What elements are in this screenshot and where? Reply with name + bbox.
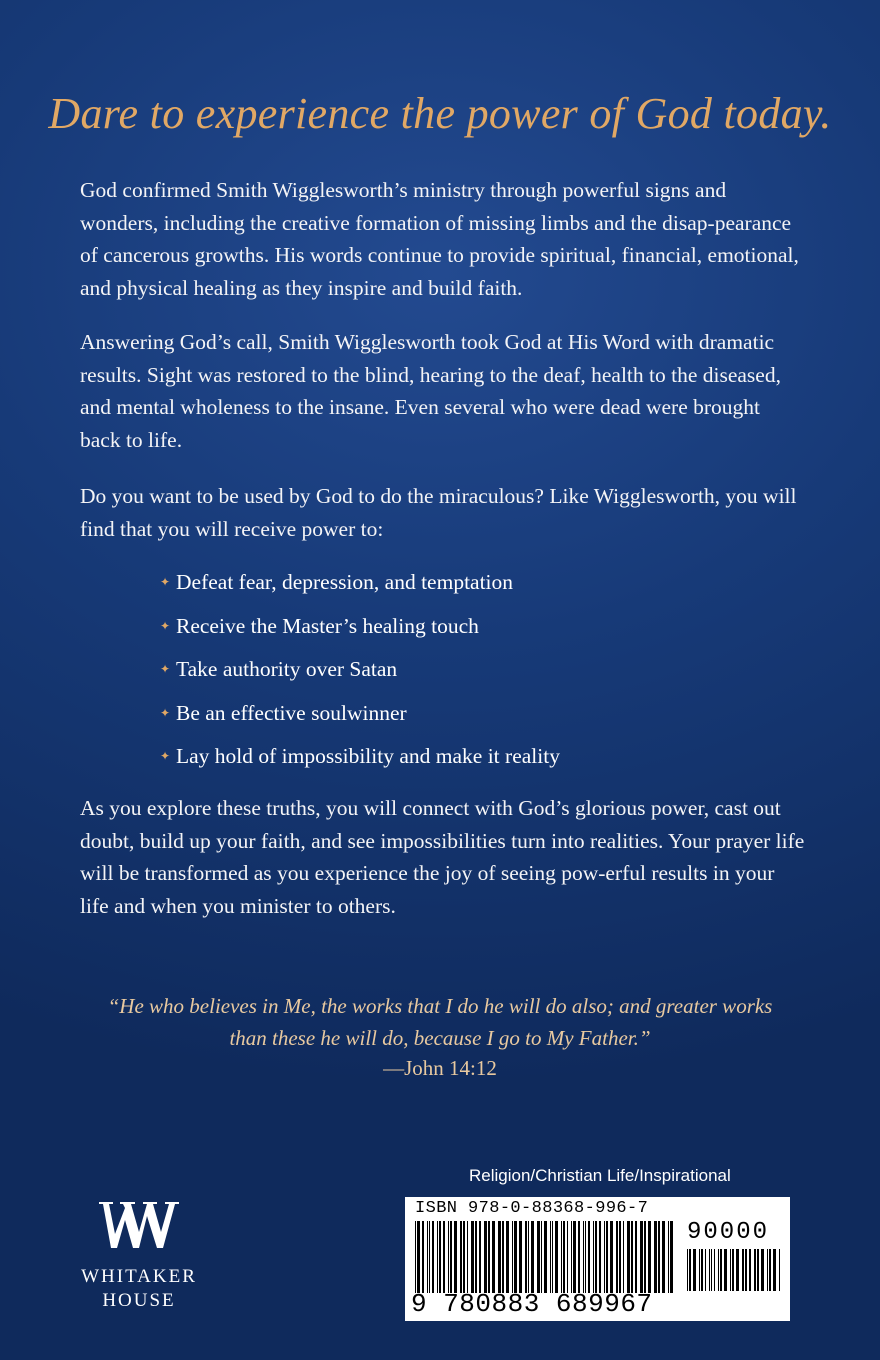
barcode-bar [595,1221,597,1293]
list-item [160,653,560,697]
quote-line: than these he will do, because I go to My Father.” [229,1026,651,1050]
barcode-bar [709,1249,710,1291]
barcode-bar [448,1221,449,1293]
list-item [160,740,560,784]
barcode-bar [619,1221,621,1293]
barcode-bar [471,1221,474,1293]
barcode-bar [711,1249,712,1291]
barcode-bar [567,1221,568,1293]
bullet-icon: ✦ [160,575,171,589]
barcode-bar [514,1221,517,1293]
list-item [160,566,560,610]
barcode-bar [422,1221,424,1293]
barcode-bar [417,1221,420,1293]
barcode-bar [432,1221,434,1293]
barcode-bar [627,1221,630,1293]
paragraph-ministry: God confirmed Smith Wigglesworth’s ministry through powerful signs and wonders, including the creative formation of missing limbs and the disap-pearance of cancerous growths. His words continue to provide spiritual, financial, emotional, and physical healing as they inspire and build faith. [80,178,799,300]
barcode-bar [563,1221,565,1293]
barcode-bar [454,1221,457,1293]
barcode-bar [757,1249,759,1291]
barcode-bar [687,1249,688,1291]
barcode-bar [544,1221,547,1293]
barcode-bar [689,1249,691,1291]
quote-line: “He who believes in Me, the works that I do he will do also; and greater works [107,994,773,1018]
barcode-bar [550,1221,551,1293]
barcode-bar [479,1221,481,1293]
barcode-bar [658,1221,660,1293]
barcode-bar [443,1221,445,1293]
category-label: Religion/Christian Life/Inspirational [469,1166,731,1185]
barcode-bar [754,1249,756,1291]
barcode-bar [718,1249,719,1291]
publisher-name-line: HOUSE [102,1290,176,1311]
list-item-label: Lay hold of impossibility and make it reality [176,744,560,768]
barcode-bar [604,1221,605,1293]
barcode-bar [724,1249,727,1291]
list-item-label: Receive the Master’s healing touch [176,613,479,638]
barcode-bar [525,1221,527,1293]
barcode-bar [415,1221,416,1293]
publisher-name-line: WHITAKER [81,1266,197,1287]
barcode-bar [699,1249,700,1291]
scripture-quote [0,990,880,1054]
barcode-bar [498,1221,501,1293]
barcode-bar [749,1249,751,1291]
barcode-bar [745,1249,747,1291]
barcode-bar [561,1221,562,1293]
barcode-bar [541,1221,542,1293]
barcode-bar [736,1249,739,1291]
barcode-bar [616,1221,618,1293]
publisher-name [74,1265,204,1313]
barcode-bar [662,1221,665,1293]
barcode-bar [463,1221,465,1293]
barcode-bar [552,1221,553,1293]
barcode-bar [573,1221,576,1293]
barcode-bar [502,1221,504,1293]
barcode-bar [467,1221,468,1293]
list-item [160,697,560,741]
list-item-label: Defeat fear, depression, and temptation [176,570,514,594]
barcode-bar [599,1221,601,1293]
bullet-icon: ✦ [160,749,171,763]
headline: Dare to experience the power of God today. [48,89,832,138]
paragraph-call: Answering God’s call, Smith Wigglesworth took God at His Word with dramatic results. Sight was restored to the blind, hearing to the deaf, health to the diseased, and mental wholeness to the insane. Even several who were dead were brought back to life. [80,330,781,452]
barcode-bar [555,1221,558,1293]
barcode-bar [484,1221,487,1293]
barcode-bar [640,1221,643,1293]
barcode-bar [437,1221,438,1293]
publisher-logo [74,1198,204,1313]
barcode-bar [732,1249,734,1291]
barcode-bar [635,1221,637,1293]
barcode-bar [714,1249,715,1291]
isbn-label: ISBN 978-0-88368-996-7 [415,1199,649,1218]
barcode-bar [588,1221,590,1293]
power-list [160,566,560,784]
barcode-bar [429,1221,430,1293]
paragraph-closing: As you explore these truths, you will connect with God’s glorious power, cast out doubt, build up your faith, and see impossibilities turn into realities. Your prayer life will be transformed as you experience the joy of seeing pow-erful results in your life and when you minister to others. [80,796,805,918]
list-item-label: Take authority over Satan [176,657,398,681]
barcode-bar [583,1221,584,1293]
barcode-bar [460,1221,462,1293]
barcode-bar [779,1249,780,1291]
bullet-icon: ✦ [160,618,171,633]
price-barcode [687,1249,782,1291]
barcode-bar [705,1249,706,1291]
whitaker-house-logo-icon [95,1198,183,1254]
barcode-bar [693,1249,696,1291]
bullet-icon: ✦ [160,705,171,720]
barcode-bar [512,1221,513,1293]
barcode-bar [610,1221,613,1293]
barcode-bar [585,1221,586,1293]
barcode-bar [531,1221,534,1293]
barcode-bar [720,1249,722,1291]
barcode-bar [450,1221,452,1293]
barcode-bar [488,1221,490,1293]
barcode-bar [571,1221,572,1293]
quote-attribution: —John 14:12 [383,1056,497,1080]
price-code: 90000 [687,1219,770,1246]
barcode-bar [767,1249,768,1291]
paragraph-question: Do you want to be used by God to do the miraculous? Like Wigglesworth, you will find that you will receive power to: [80,484,797,541]
barcode-bar [519,1221,522,1293]
barcode-bar [761,1249,764,1291]
barcode-bar [670,1221,673,1293]
barcode-bar [492,1221,495,1293]
barcode-bar [648,1221,651,1293]
barcode-bar [623,1221,624,1293]
barcode-bar [701,1249,703,1291]
ean-digits: 9 780883 689967 [411,1289,653,1319]
barcode-bar [506,1221,509,1293]
barcode-bar [427,1221,428,1293]
barcode-bar [769,1249,771,1291]
barcode-bar [668,1221,669,1293]
barcode-bar [773,1249,776,1291]
barcode-bar [654,1221,657,1293]
list-item-label: Be an effective soulwinner [176,700,407,725]
list-item [160,610,560,654]
barcode-bar [528,1221,529,1293]
barcode-panel [405,1197,790,1321]
barcode-bar [742,1249,744,1291]
barcode-bar [578,1221,580,1293]
barcode-bar [537,1221,540,1293]
barcode-bar [631,1221,633,1293]
barcode-bar [606,1221,608,1293]
ean-barcode [415,1221,677,1293]
bullet-icon: ✦ [160,662,171,676]
barcode-bar [475,1221,477,1293]
barcode-bar [593,1221,594,1293]
barcode-bar [644,1221,646,1293]
barcode-bar [730,1249,731,1291]
barcode-bar [439,1221,441,1293]
